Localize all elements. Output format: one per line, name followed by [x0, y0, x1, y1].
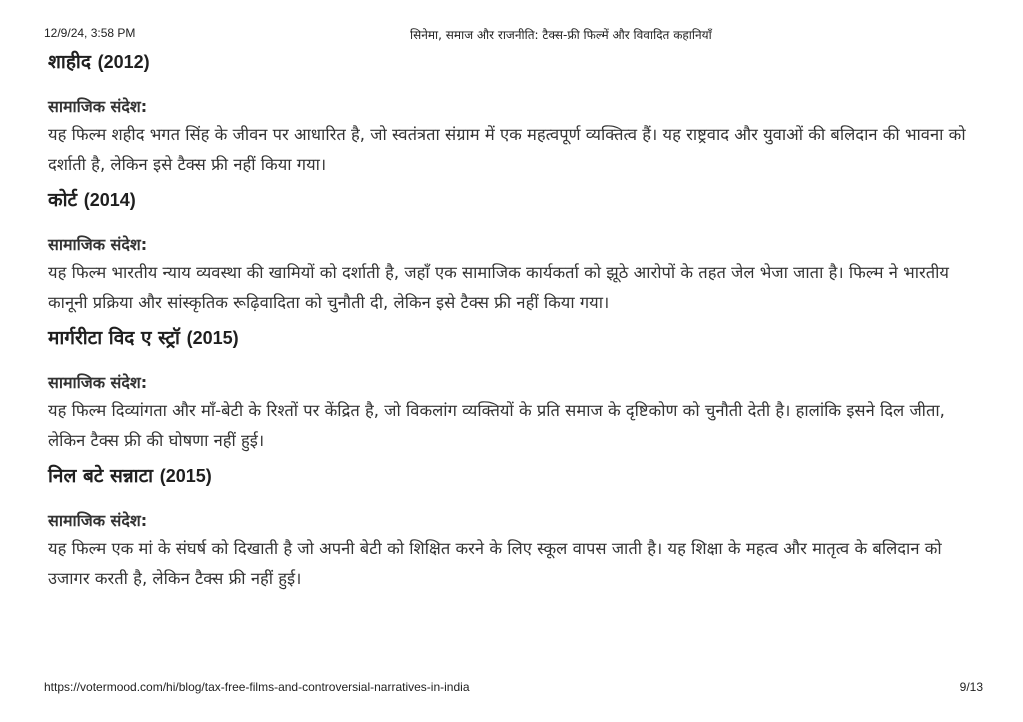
social-message-text: यह फिल्म भारतीय न्याय व्यवस्था की खामियों को दर्शाती है, जहाँ एक सामाजिक कार्यकर्ता को झूठे आरोपों के तहत जेल भेजा जाता है। फिल्म ने भारतीय कानूनी प्रक्रिया और सांस्कृतिक रूढ़िवादिता को चुनौती दी, लेकिन इसे टैक्स फ्री नहीं किया गया।: [48, 263, 949, 312]
film-name: निल बटे सन्नाटा: [48, 465, 154, 487]
print-header: [44, 26, 983, 44]
page-number: 9/13: [959, 680, 983, 694]
article-content: [48, 46, 980, 594]
film-section-margarita: [48, 322, 980, 456]
print-datetime: 12/9/24, 3:58 PM: [44, 26, 136, 40]
film-section-nil-battey-sannata: [48, 460, 980, 594]
document-title: सिनेमा, समाज और राजनीति: टैक्स-फ्री फिल्में और विवादित कहानियाँ: [410, 28, 712, 42]
print-footer: [44, 680, 983, 696]
film-year: (2014): [83, 190, 136, 210]
social-message-text: यह फिल्म एक मां के संघर्ष को दिखाती है जो अपनी बेटी को शिक्षित करने के लिए स्कूल वापस जाती है। यह शिक्षा के महत्व और मातृत्व के बलिदान को उजागर करती है, लेकिन टैक्स फ्री नहीं हुई।: [48, 539, 942, 588]
social-message-text: यह फिल्म शहीद भगत सिंह के जीवन पर आधारित है, जो स्वतंत्रता संग्राम में एक महत्वपूर्ण व्यक्तित्व हैं। यह राष्ट्रवाद और युवाओं की बलिदान की भावना को दर्शाती है, लेकिन इसे टैक्स फ्री नहीं किया गया।: [48, 125, 966, 174]
social-message-label: सामाजिक संदेश:: [48, 97, 148, 116]
film-name: शाहीद: [48, 51, 91, 73]
social-message-label: सामाजिक संदेश:: [48, 373, 148, 392]
film-title: [48, 460, 980, 492]
social-message-label: सामाजिक संदेश:: [48, 511, 148, 530]
film-title: [48, 46, 980, 78]
film-year: (2012): [97, 52, 150, 72]
film-section-shaheed: [48, 46, 980, 180]
social-message-label: सामाजिक संदेश:: [48, 235, 148, 254]
next-heading-cutoff: [48, 667, 298, 675]
film-title: [48, 322, 980, 354]
film-title: [48, 184, 980, 216]
film-section-court: [48, 184, 980, 318]
page-url: https://votermood.com/hi/blog/tax-free-films-and-controversial-narratives-in-india: [44, 680, 470, 694]
film-year: (2015): [186, 328, 239, 348]
film-name: कोर्ट: [48, 189, 78, 211]
social-message-text: यह फिल्म दिव्यांगता और माँ-बेटी के रिश्तों पर केंद्रित है, जो विकलांग व्यक्तियों के प्रति समाज के दृष्टिकोण को चुनौती देती है। हालांकि इसने दिल जीता, लेकिन टैक्स फ्री की घोषणा नहीं हुई।: [48, 401, 945, 450]
film-name: मार्गरीटा विद ए स्ट्रॉ: [48, 327, 180, 349]
film-year: (2015): [159, 466, 212, 486]
